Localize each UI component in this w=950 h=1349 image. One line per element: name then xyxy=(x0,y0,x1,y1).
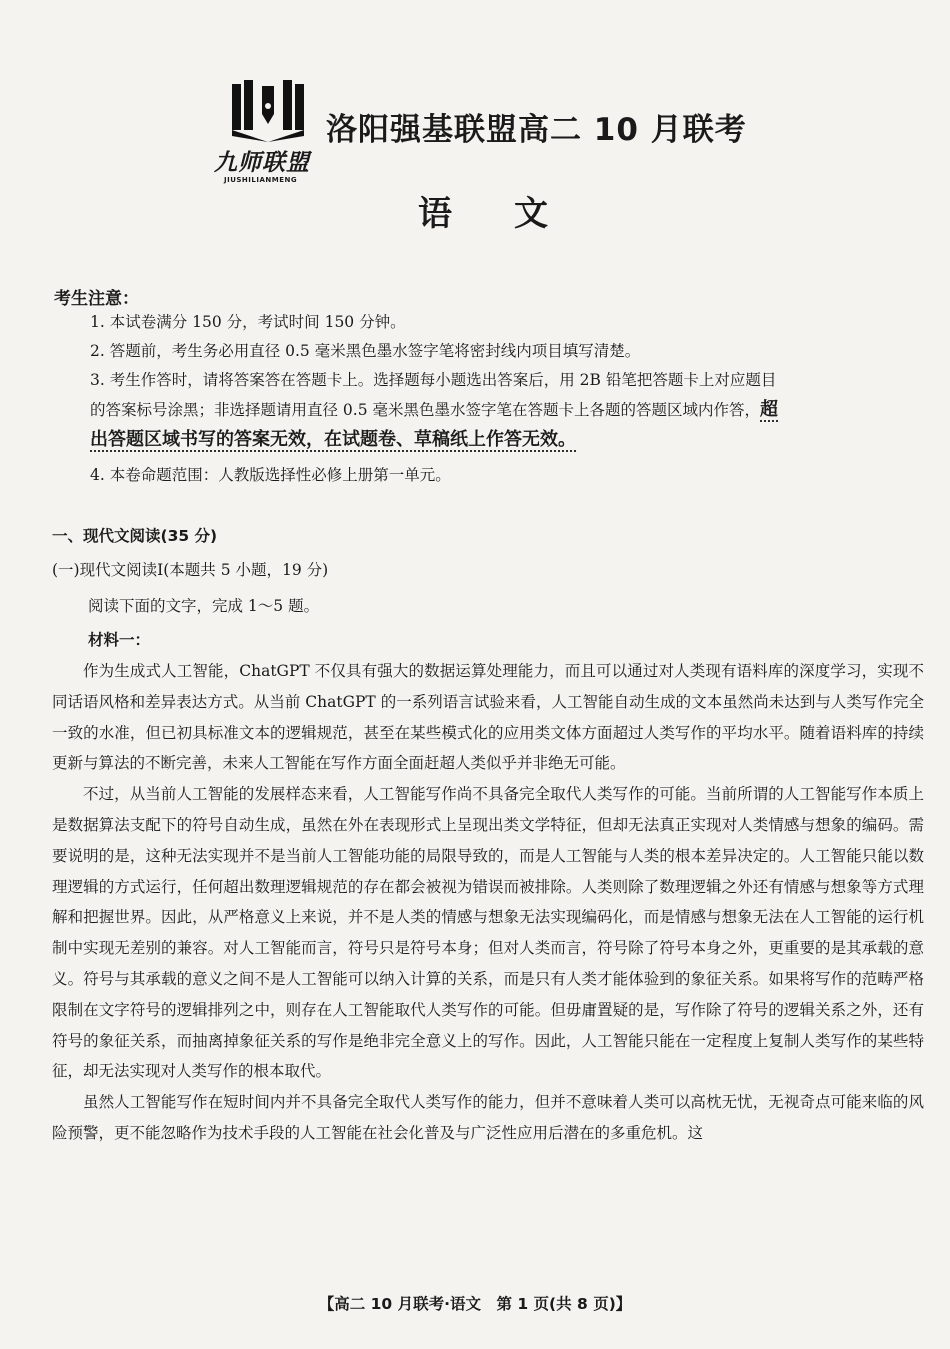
notice-item-3-text: 3. 考生作答时，请将答案答在答题卡上。选择题每小题选出答案后，用 2B 铅笔把答题卡上对应题目的答案标号涂黑；非选择题请用直径 0.5 毫米黑色墨水签字笔在答题卡上各题的答题区域内作答， xyxy=(90,371,777,419)
reading-instruction: 阅读下面的文字，完成 1～5 题。 xyxy=(88,597,320,615)
notice-item-3 xyxy=(90,366,780,455)
logo-name-en: JIUSHILIANMENG xyxy=(224,176,298,184)
passage-paragraph: 作为生成式人工智能，ChatGPT 不仅具有强大的数据运算处理能力，而且可以通过对人类现有语料库的深度学习，实现不同话语风格和差异表达方式。从当前 ChatGPT 的一系列语言试验来看，人工智能自动生成的文本虽然尚未达到与人类写作完全一致的水准，但已初具标准文本的逻辑规范，甚至在某些模式化的应用类文体方面超过人类写作的平均水平。随着语料库的持续更新与算法的不断完善，未来人工智能在写作方面全面赶超人类似乎并非绝无可能。 xyxy=(52,662,924,773)
passage-paragraph: 虽然人工智能写作在短时间内并不具备完全取代人类写作的能力，但并不意味着人类可以高枕无忧，无视奇点可能来临的风险预警，更不能忽略作为技术手段的人工智能在社会化普及与广泛性应用后潜在的多重危机。这 xyxy=(52,1093,924,1142)
subject-title: 语文 xyxy=(418,194,610,234)
passage-paragraph: 不过，从当前人工智能的发展样态来看，人工智能写作尚不具备完全取代人类写作的可能。当前所谓的人工智能写作本质上是数据算法支配下的符号自动生成，虽然在外在表现形式上呈现出类文学特征，但却无法真正实现对人类情感与想象的编码。需要说明的是，这种无法实现并不是当前人工智能功能的局限导致的，而是人工智能与人类的根本差异决定的。人工智能只能以数理逻辑的方式运行，任何超出数理逻辑规范的存在都会被视为错误而被排除。人类则除了数理逻辑之外还有情感与想象等方式理解和把握世界。因此，从严格意义上来说，并不是人类的情感与想象无法实现编码化，而是情感与想象无法在人工智能的运行机制中实现无差别的兼容。对人工智能而言，符号只是符号本身；但对人类而言，符号除了符号本身之外，更重要的是其承载的意义。符号与其承载的意义之间不是人工智能可以纳入计算的关系，而是只有人类才能体验到的象征关系。如果将写作的范畴严格限制在文字符号的逻辑排列之中，则存在人工智能取代人类写作的可能。但毋庸置疑的是，写作除了符号的逻辑关系之外，还有符号的象征关系，而抽离掉象征关系的写作是绝非完全意义上的写作。因此，人工智能只能在一定程度上复制人类写作的某些特征，却无法实现对人类写作的根本取代。 xyxy=(52,785,924,1081)
notice-heading: 考生注意： xyxy=(54,289,139,309)
notice-item-2: 2. 答题前，考生务必用直径 0.5 毫米黑色墨水签字笔将密封线内项目填写清楚。 xyxy=(90,342,641,360)
notice-list xyxy=(90,308,780,490)
notice-item-3-emphasis: 超出答题区域书写的答案无效，在试题卷、草稿纸上作答无效。 xyxy=(90,399,779,450)
logo-name-cn: 九师联盟 xyxy=(214,150,310,176)
material-label: 材料一： xyxy=(88,630,151,649)
notice-item-4: 4. 本卷命题范围：人教版选择性必修上册第一单元。 xyxy=(90,466,451,484)
exam-title: 洛阳强基联盟高二 10 月联考 xyxy=(326,112,747,148)
notice-item-1: 1. 本试卷满分 150 分，考试时间 150 分钟。 xyxy=(90,313,406,331)
subsection-title: (一)现代文阅读Ⅰ(本题共 5 小题，19 分) xyxy=(52,561,329,579)
logo-emblem-icon xyxy=(230,80,306,142)
page-footer: 【高二 10 月联考·语文 第 1 页(共 8 页)】 xyxy=(318,1295,632,1313)
section-title: 一、现代文阅读(35 分) xyxy=(52,527,218,545)
passage xyxy=(52,656,924,1149)
